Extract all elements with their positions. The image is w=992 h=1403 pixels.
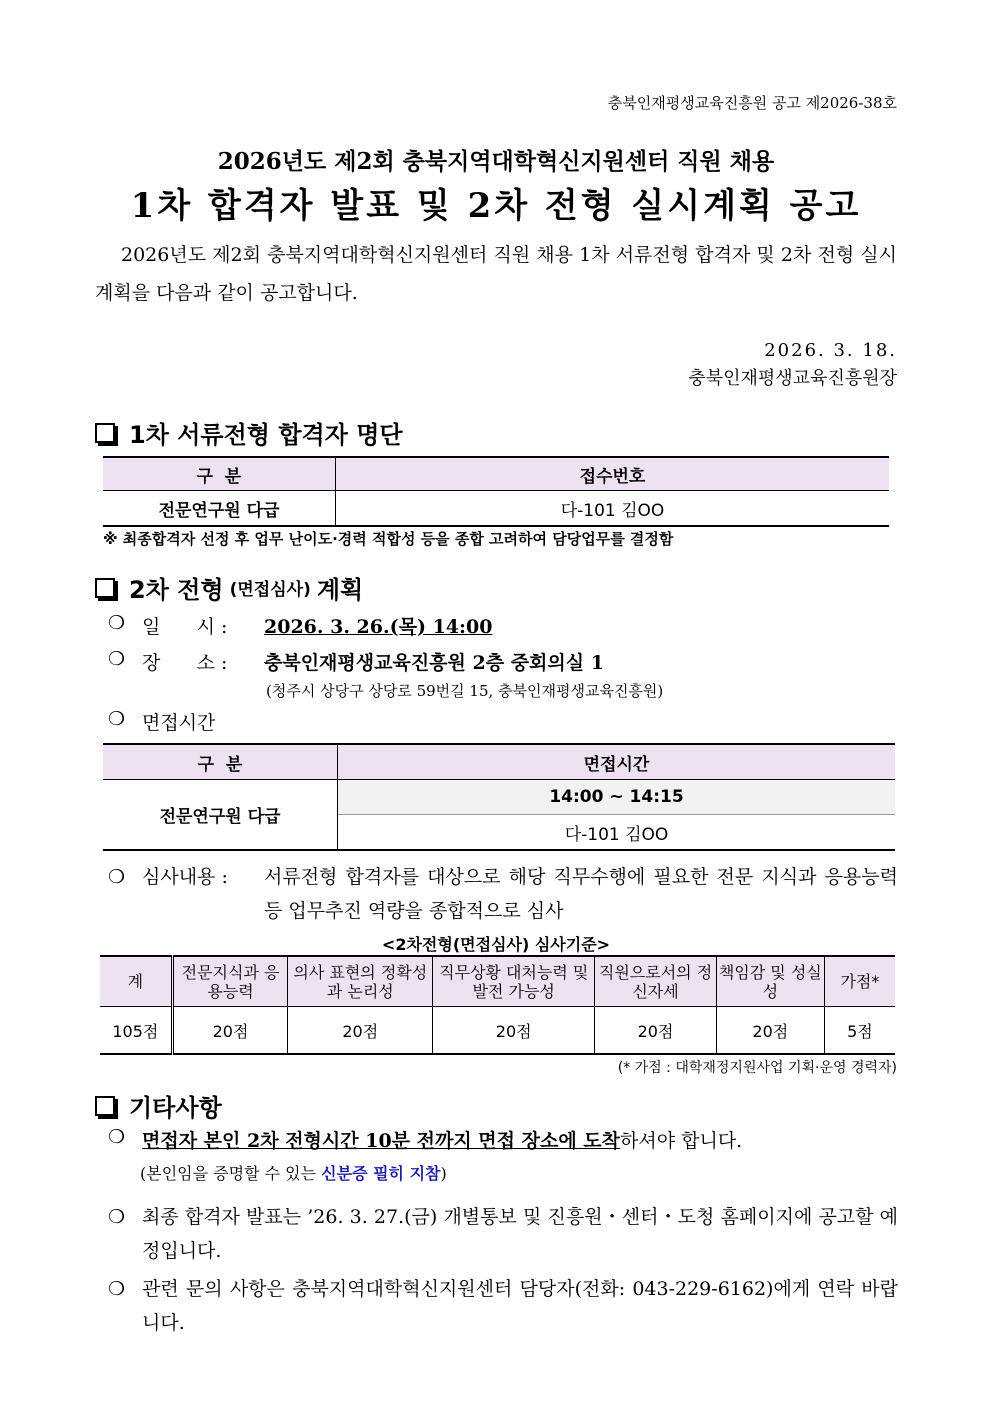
section2-heading-main: 2차 전형 bbox=[129, 576, 224, 604]
title-line-1: 2026년도 제2회 충북지역대학혁신지원센터 직원 채용 bbox=[217, 148, 775, 175]
passers-table bbox=[103, 456, 889, 527]
criteria-header-4: 직원으로서의 정신자세 bbox=[595, 956, 717, 1007]
col-number: 접수번호 bbox=[336, 457, 890, 491]
col-category: 구 분 bbox=[103, 457, 336, 491]
item1-sub-suffix: ) bbox=[440, 1164, 447, 1183]
row-number: 다-101 김OO bbox=[336, 491, 890, 527]
interview-table bbox=[103, 743, 895, 851]
criteria-value-6: 5점 bbox=[824, 1007, 895, 1055]
bullet-circle-icon: ❍ bbox=[108, 612, 126, 634]
other-item-3 bbox=[108, 1272, 898, 1340]
interview-time-item bbox=[108, 708, 215, 735]
item1-underlined: 면접자 본인 2차 전형시간 10분 전까지 면접 장소에 도착 bbox=[142, 1130, 621, 1152]
col-category: 구 분 bbox=[103, 744, 338, 780]
col-time: 면접시간 bbox=[338, 744, 896, 780]
datetime-item bbox=[108, 612, 492, 639]
section2-heading-end: 계획 bbox=[316, 576, 364, 604]
table-row bbox=[103, 780, 895, 815]
section2-heading-paren: (면접심사) bbox=[229, 580, 311, 600]
criteria-header-0: 계 bbox=[100, 956, 172, 1007]
row-category: 전문연구원 다급 bbox=[103, 780, 338, 851]
item1-sub-emph: 신분증 필히 지참 bbox=[321, 1164, 441, 1183]
bullet-circle-icon: ❍ bbox=[108, 1206, 126, 1228]
section1-heading-text: 1차 서류전형 합격자 명단 bbox=[129, 421, 403, 449]
other-item-1 bbox=[108, 1126, 898, 1184]
content-item bbox=[108, 860, 898, 928]
section1-heading bbox=[95, 415, 403, 450]
datetime-value: 2026. 3. 26.(목) 14:00 bbox=[264, 616, 493, 638]
criteria-value-3: 20점 bbox=[433, 1007, 595, 1055]
table-row bbox=[103, 491, 889, 527]
criteria-header-5: 책임감 및 성실성 bbox=[716, 956, 824, 1007]
place-label: 장 소 : bbox=[142, 652, 228, 674]
item1-sub bbox=[140, 1161, 898, 1184]
checkbox-icon bbox=[95, 578, 115, 598]
title-line-2: 1차 합격자 발표 및 2차 전형 실시계획 공고 bbox=[130, 186, 862, 226]
criteria-value-5: 20점 bbox=[716, 1007, 824, 1055]
candidate: 다-101 김OO bbox=[338, 815, 896, 851]
criteria-value-0: 105점 bbox=[100, 1007, 172, 1055]
criteria-caption: <2차전형(면접심사) 심사기준> bbox=[381, 935, 611, 954]
section3-heading-text: 기타사항 bbox=[129, 1094, 222, 1122]
checkbox-icon bbox=[95, 1096, 115, 1116]
item2-text: 최종 합격자 발표는 ’26. 3. 27.(금) 개별통보 및 진흥원・센터・도청 홈페이지에 공고할 예정입니다. bbox=[142, 1206, 898, 1262]
intro-paragraph: 2026년도 제2회 충북지역대학혁신지원센터 직원 채용 1차 서류전형 합격자 및 2차 전형 실시계획을 다음과 같이 공고합니다. bbox=[95, 244, 897, 304]
bullet-circle-icon: ❍ bbox=[108, 1126, 126, 1148]
item1-rest: 하셔야 합니다. bbox=[620, 1130, 743, 1152]
other-item-2 bbox=[108, 1200, 898, 1268]
datetime-label: 일 시 : bbox=[142, 616, 228, 638]
item1-sub-prefix: (본인임을 증명할 수 있는 bbox=[140, 1164, 317, 1183]
item3-text: 관련 문의 사항은 충북지역대학혁신지원센터 담당자(전화: 043-229-6162)에게 연락 바랍니다. bbox=[142, 1278, 898, 1334]
place-value: 충북인재평생교육진흥원 2층 중회의실 1 bbox=[264, 652, 604, 674]
criteria-header-1: 전문지식과 응용능력 bbox=[172, 956, 288, 1007]
interview-time-label: 면접시간 bbox=[142, 712, 216, 734]
issuer: 충북인재평생교육진흥원장 bbox=[688, 368, 897, 389]
section1-note: ※ 최종합격자 선정 후 업무 난이도·경력 적합성 등을 종합 고려하여 담당업무를 결정함 bbox=[103, 530, 674, 548]
time-slot: 14:00 ~ 14:15 bbox=[338, 780, 896, 815]
section2-heading bbox=[95, 570, 363, 605]
place-address: (청주시 상당구 상당로 59번길 15, 충북인재평생교육진흥원) bbox=[266, 682, 664, 700]
bullet-circle-icon: ❍ bbox=[108, 708, 126, 730]
table-row bbox=[100, 1007, 895, 1055]
bullet-circle-icon: ❍ bbox=[108, 866, 126, 888]
row-category: 전문연구원 다급 bbox=[103, 491, 336, 527]
criteria-header-6: 가점* bbox=[824, 956, 895, 1007]
criteria-note: (* 가점 : 대학재정지원사업 기획·운영 경력자) bbox=[617, 1060, 897, 1076]
section3-heading bbox=[95, 1088, 222, 1123]
issue-date: 2026. 3. 18. bbox=[764, 340, 897, 361]
criteria-header-2: 의사 표현의 정확성과 논리성 bbox=[288, 956, 433, 1007]
content-value: 서류전형 합격자를 대상으로 해당 직무수행에 필요한 전문 지식과 응용능력 등 업무추진 역량을 종합적으로 심사 bbox=[264, 866, 898, 922]
place-item bbox=[108, 648, 604, 675]
criteria-value-1: 20점 bbox=[172, 1007, 288, 1055]
bullet-circle-icon: ❍ bbox=[108, 648, 126, 670]
content-label: 심사내용 : bbox=[142, 866, 228, 888]
criteria-value-2: 20점 bbox=[288, 1007, 433, 1055]
criteria-table bbox=[100, 955, 895, 1055]
criteria-value-4: 20점 bbox=[595, 1007, 717, 1055]
checkbox-icon bbox=[95, 423, 115, 443]
bullet-circle-icon: ❍ bbox=[108, 1278, 126, 1300]
criteria-header-3: 직무상황 대처능력 및 발전 가능성 bbox=[433, 956, 595, 1007]
notice-number: 충북인재평생교육진흥원 공고 제2026-38호 bbox=[607, 94, 897, 112]
